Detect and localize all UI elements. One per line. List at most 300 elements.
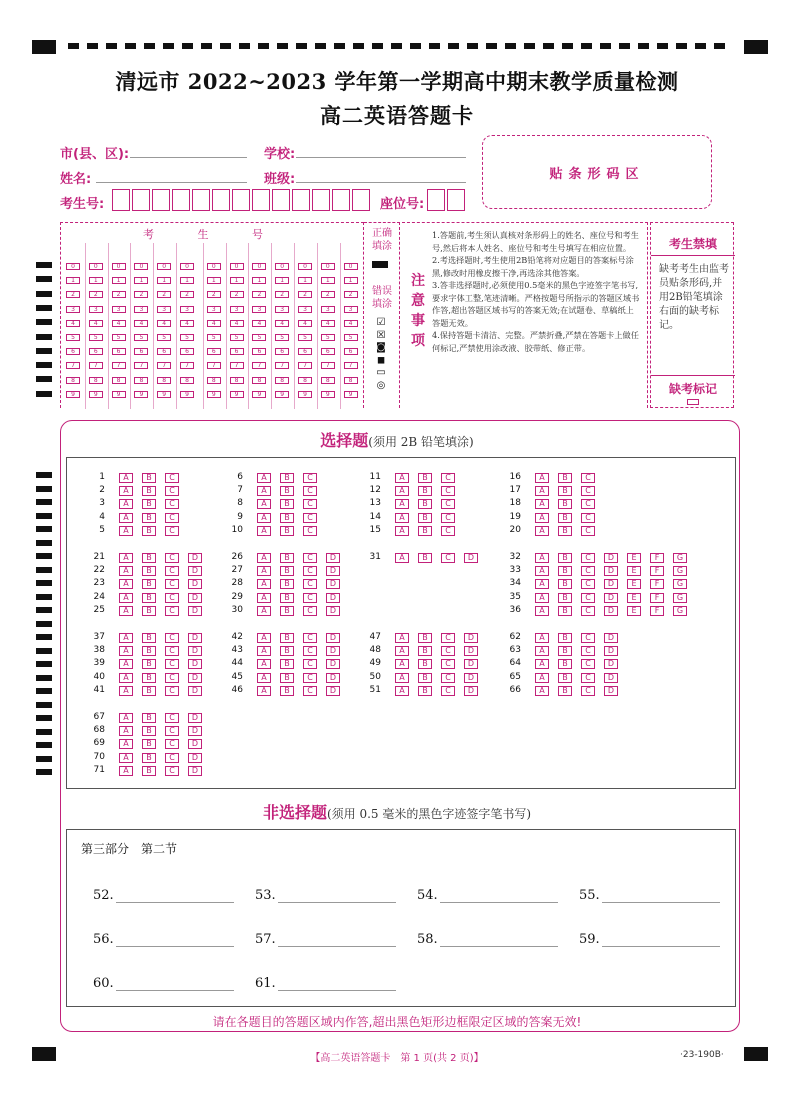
- fill-item-54[interactable]: [417, 888, 558, 903]
- answer-bubble[interactable]: A: [395, 686, 409, 696]
- answer-bubble[interactable]: C: [303, 659, 317, 669]
- class-field[interactable]: [296, 182, 466, 183]
- answer-bubble[interactable]: A: [257, 526, 271, 536]
- answer-bubble[interactable]: C: [581, 553, 595, 563]
- answer-bubble[interactable]: B: [558, 553, 572, 563]
- answer-bubble[interactable]: D: [604, 646, 618, 656]
- answer-bubble[interactable]: A: [119, 659, 133, 669]
- answer-bubble[interactable]: B: [142, 726, 156, 736]
- answer-bubble[interactable]: C: [165, 739, 179, 749]
- answer-bubble[interactable]: B: [142, 739, 156, 749]
- exam-number-bubble[interactable]: 9: [66, 391, 80, 398]
- answer-bubble[interactable]: D: [188, 633, 202, 643]
- answer-bubble[interactable]: D: [604, 659, 618, 669]
- answer-bubble[interactable]: B: [280, 486, 294, 496]
- answer-bubble[interactable]: C: [303, 499, 317, 509]
- absent-mark-bubble[interactable]: [687, 399, 699, 405]
- exam-number-bubble[interactable]: 7: [298, 362, 312, 369]
- answer-bubble[interactable]: C: [165, 713, 179, 723]
- answer-bubble[interactable]: A: [257, 579, 271, 589]
- exam-number-bubble[interactable]: 4: [66, 320, 80, 327]
- answer-bubble[interactable]: B: [558, 513, 572, 523]
- answer-bubble[interactable]: A: [535, 593, 549, 603]
- exam-number-bubble[interactable]: 7: [112, 362, 126, 369]
- exam-number-bubble[interactable]: 5: [298, 334, 312, 341]
- exam-number-bubble[interactable]: 0: [134, 263, 148, 270]
- answer-bubble[interactable]: A: [119, 486, 133, 496]
- exam-number-bubble[interactable]: 6: [230, 348, 244, 355]
- exam-number-bubble[interactable]: 7: [321, 362, 335, 369]
- answer-bubble[interactable]: F: [650, 593, 664, 603]
- exam-number-bubble[interactable]: 3: [252, 306, 266, 313]
- answer-bubble[interactable]: D: [326, 673, 340, 683]
- answer-bubble[interactable]: B: [142, 673, 156, 683]
- answer-bubble[interactable]: B: [280, 566, 294, 576]
- answer-bubble[interactable]: C: [441, 473, 455, 483]
- answer-bubble[interactable]: C: [441, 633, 455, 643]
- answer-bubble[interactable]: C: [165, 499, 179, 509]
- answer-bubble[interactable]: A: [395, 513, 409, 523]
- exam-number-bubble[interactable]: 7: [157, 362, 171, 369]
- answer-bubble[interactable]: B: [142, 766, 156, 776]
- answer-bubble[interactable]: D: [604, 673, 618, 683]
- exam-number-bubble[interactable]: 5: [321, 334, 335, 341]
- answer-bubble[interactable]: A: [257, 486, 271, 496]
- answer-bubble[interactable]: B: [142, 553, 156, 563]
- answer-bubble[interactable]: B: [280, 606, 294, 616]
- exam-number-bubble[interactable]: 2: [66, 291, 80, 298]
- answer-bubble[interactable]: A: [119, 553, 133, 563]
- answer-bubble[interactable]: C: [165, 486, 179, 496]
- answer-bubble[interactable]: A: [119, 513, 133, 523]
- answer-bubble[interactable]: A: [257, 473, 271, 483]
- answer-bubble[interactable]: B: [558, 566, 572, 576]
- exam-number-bubble[interactable]: 0: [344, 263, 358, 270]
- exam-number-bubble[interactable]: 5: [344, 334, 358, 341]
- exam-number-bubble[interactable]: 3: [134, 306, 148, 313]
- exam-number-bubble[interactable]: 0: [180, 263, 194, 270]
- exam-number-bubble[interactable]: 3: [89, 306, 103, 313]
- answer-bubble[interactable]: B: [280, 526, 294, 536]
- exam-number-bubble[interactable]: 6: [134, 348, 148, 355]
- answer-bubble[interactable]: D: [604, 633, 618, 643]
- exam-number-bubble[interactable]: 6: [207, 348, 221, 355]
- answer-bubble[interactable]: B: [418, 686, 432, 696]
- exam-number-box[interactable]: [112, 189, 130, 211]
- answer-bubble[interactable]: A: [395, 633, 409, 643]
- answer-bubble[interactable]: B: [142, 686, 156, 696]
- answer-bubble[interactable]: C: [165, 753, 179, 763]
- answer-bubble[interactable]: C: [581, 513, 595, 523]
- answer-bubble[interactable]: C: [441, 646, 455, 656]
- answer-bubble[interactable]: B: [142, 486, 156, 496]
- exam-number-bubble[interactable]: 6: [275, 348, 289, 355]
- school-field[interactable]: [296, 157, 466, 158]
- exam-number-bubble[interactable]: 9: [134, 391, 148, 398]
- answer-bubble[interactable]: B: [142, 513, 156, 523]
- exam-number-bubble[interactable]: 8: [230, 377, 244, 384]
- answer-bubble[interactable]: G: [673, 606, 687, 616]
- exam-number-bubble[interactable]: 2: [344, 291, 358, 298]
- answer-bubble[interactable]: C: [441, 499, 455, 509]
- answer-bubble[interactable]: A: [119, 766, 133, 776]
- answer-bubble[interactable]: B: [142, 659, 156, 669]
- exam-number-bubble[interactable]: 7: [344, 362, 358, 369]
- answer-bubble[interactable]: C: [441, 553, 455, 563]
- exam-number-box[interactable]: [312, 189, 330, 211]
- exam-number-bubble[interactable]: 9: [321, 391, 335, 398]
- exam-number-bubble[interactable]: 3: [180, 306, 194, 313]
- answer-bubble[interactable]: D: [188, 766, 202, 776]
- answer-bubble[interactable]: B: [558, 673, 572, 683]
- answer-bubble[interactable]: C: [441, 686, 455, 696]
- answer-bubble[interactable]: B: [280, 473, 294, 483]
- exam-number-bubble[interactable]: 8: [66, 377, 80, 384]
- answer-bubble[interactable]: C: [581, 593, 595, 603]
- exam-number-bubble[interactable]: 8: [134, 377, 148, 384]
- answer-bubble[interactable]: C: [441, 513, 455, 523]
- answer-bubble[interactable]: A: [257, 633, 271, 643]
- exam-number-box[interactable]: [232, 189, 250, 211]
- answer-bubble[interactable]: B: [280, 499, 294, 509]
- exam-number-bubble[interactable]: 8: [180, 377, 194, 384]
- answer-bubble[interactable]: A: [395, 486, 409, 496]
- exam-number-bubble[interactable]: 8: [344, 377, 358, 384]
- answer-bubble[interactable]: B: [558, 659, 572, 669]
- answer-bubble[interactable]: C: [165, 726, 179, 736]
- answer-bubble[interactable]: D: [188, 726, 202, 736]
- exam-number-bubble[interactable]: 2: [275, 291, 289, 298]
- answer-bubble[interactable]: C: [303, 513, 317, 523]
- answer-bubble[interactable]: B: [280, 659, 294, 669]
- answer-bubble[interactable]: D: [188, 753, 202, 763]
- city-field[interactable]: [130, 157, 247, 158]
- answer-bubble[interactable]: C: [165, 659, 179, 669]
- answer-bubble[interactable]: B: [558, 526, 572, 536]
- exam-number-bubble[interactable]: 1: [180, 277, 194, 284]
- answer-bubble[interactable]: B: [280, 646, 294, 656]
- answer-bubble[interactable]: F: [650, 553, 664, 563]
- exam-number-bubble[interactable]: 2: [89, 291, 103, 298]
- answer-bubble[interactable]: A: [535, 646, 549, 656]
- answer-bubble[interactable]: C: [581, 526, 595, 536]
- answer-bubble[interactable]: D: [188, 659, 202, 669]
- exam-number-bubble[interactable]: 3: [66, 306, 80, 313]
- exam-number-bubble[interactable]: 1: [321, 277, 335, 284]
- exam-number-box[interactable]: [172, 189, 190, 211]
- answer-bubble[interactable]: A: [535, 579, 549, 589]
- answer-bubble[interactable]: B: [418, 659, 432, 669]
- exam-number-bubble[interactable]: 9: [275, 391, 289, 398]
- answer-bubble[interactable]: D: [188, 579, 202, 589]
- answer-bubble[interactable]: A: [119, 686, 133, 696]
- exam-number-bubble[interactable]: 3: [298, 306, 312, 313]
- exam-number-bubble[interactable]: 5: [66, 334, 80, 341]
- answer-bubble[interactable]: B: [418, 526, 432, 536]
- answer-bubble[interactable]: D: [604, 686, 618, 696]
- fill-item-56[interactable]: [93, 932, 234, 947]
- exam-number-bubble[interactable]: 4: [321, 320, 335, 327]
- exam-number-bubble[interactable]: 3: [207, 306, 221, 313]
- answer-bubble[interactable]: B: [418, 646, 432, 656]
- answer-bubble[interactable]: A: [535, 673, 549, 683]
- exam-number-bubble[interactable]: 8: [321, 377, 335, 384]
- answer-bubble[interactable]: E: [627, 579, 641, 589]
- answer-bubble[interactable]: D: [464, 686, 478, 696]
- exam-number-bubble[interactable]: 7: [207, 362, 221, 369]
- answer-bubble[interactable]: A: [119, 673, 133, 683]
- answer-bubble[interactable]: C: [303, 473, 317, 483]
- answer-bubble[interactable]: C: [165, 646, 179, 656]
- exam-number-boxes[interactable]: [112, 189, 372, 211]
- answer-bubble[interactable]: D: [464, 553, 478, 563]
- answer-bubble[interactable]: C: [581, 566, 595, 576]
- exam-number-bubble[interactable]: 2: [180, 291, 194, 298]
- fill-item-53[interactable]: [255, 888, 396, 903]
- exam-number-bubble[interactable]: 4: [252, 320, 266, 327]
- exam-number-bubble[interactable]: 4: [112, 320, 126, 327]
- answer-bubble[interactable]: A: [119, 579, 133, 589]
- answer-bubble[interactable]: C: [441, 673, 455, 683]
- answer-bubble[interactable]: B: [418, 499, 432, 509]
- exam-number-bubble[interactable]: 9: [298, 391, 312, 398]
- fill-item-52[interactable]: [93, 888, 234, 903]
- answer-bubble[interactable]: G: [673, 579, 687, 589]
- answer-bubble[interactable]: E: [627, 566, 641, 576]
- answer-bubble[interactable]: A: [535, 499, 549, 509]
- answer-bubble[interactable]: A: [257, 499, 271, 509]
- exam-number-bubble[interactable]: 4: [230, 320, 244, 327]
- exam-number-bubble[interactable]: 0: [89, 263, 103, 270]
- answer-bubble[interactable]: C: [165, 633, 179, 643]
- answer-bubble[interactable]: C: [165, 553, 179, 563]
- answer-bubble[interactable]: A: [119, 713, 133, 723]
- exam-number-bubble[interactable]: 7: [275, 362, 289, 369]
- exam-number-bubble[interactable]: 6: [321, 348, 335, 355]
- exam-number-bubble[interactable]: 2: [252, 291, 266, 298]
- exam-number-bubble[interactable]: 6: [157, 348, 171, 355]
- exam-number-bubble[interactable]: 1: [275, 277, 289, 284]
- answer-bubble[interactable]: B: [280, 553, 294, 563]
- exam-number-bubble[interactable]: 3: [275, 306, 289, 313]
- answer-bubble[interactable]: C: [303, 526, 317, 536]
- answer-bubble[interactable]: A: [535, 486, 549, 496]
- answer-bubble[interactable]: B: [142, 526, 156, 536]
- answer-bubble[interactable]: E: [627, 593, 641, 603]
- exam-number-bubble[interactable]: 8: [112, 377, 126, 384]
- exam-number-bubble[interactable]: 0: [275, 263, 289, 270]
- answer-bubble[interactable]: A: [119, 753, 133, 763]
- exam-number-bubble[interactable]: 8: [298, 377, 312, 384]
- answer-bubble[interactable]: C: [303, 606, 317, 616]
- exam-number-bubble[interactable]: 3: [344, 306, 358, 313]
- answer-bubble[interactable]: C: [165, 566, 179, 576]
- answer-bubble[interactable]: D: [464, 633, 478, 643]
- answer-bubble[interactable]: A: [395, 646, 409, 656]
- exam-number-bubble[interactable]: 0: [157, 263, 171, 270]
- exam-number-bubble[interactable]: 3: [230, 306, 244, 313]
- answer-bubble[interactable]: D: [604, 566, 618, 576]
- answer-bubble[interactable]: B: [280, 673, 294, 683]
- exam-number-box[interactable]: [352, 189, 370, 211]
- answer-bubble[interactable]: A: [395, 553, 409, 563]
- answer-bubble[interactable]: D: [464, 646, 478, 656]
- answer-bubble[interactable]: C: [303, 553, 317, 563]
- answer-bubble[interactable]: G: [673, 566, 687, 576]
- fill-item-61[interactable]: [255, 976, 396, 991]
- exam-number-bubble[interactable]: 5: [157, 334, 171, 341]
- answer-bubble[interactable]: C: [303, 593, 317, 603]
- exam-number-bubble[interactable]: 8: [89, 377, 103, 384]
- answer-bubble[interactable]: B: [280, 686, 294, 696]
- exam-number-bubble[interactable]: 1: [252, 277, 266, 284]
- answer-bubble[interactable]: B: [558, 593, 572, 603]
- answer-bubble[interactable]: C: [581, 673, 595, 683]
- exam-number-bubble[interactable]: 1: [298, 277, 312, 284]
- fill-item-58[interactable]: [417, 932, 558, 947]
- exam-number-bubble[interactable]: 5: [112, 334, 126, 341]
- answer-bubble[interactable]: A: [119, 633, 133, 643]
- exam-number-box[interactable]: [152, 189, 170, 211]
- answer-bubble[interactable]: A: [119, 606, 133, 616]
- answer-bubble[interactable]: C: [303, 566, 317, 576]
- answer-bubble[interactable]: B: [558, 499, 572, 509]
- exam-number-box[interactable]: [332, 189, 350, 211]
- answer-bubble[interactable]: C: [165, 473, 179, 483]
- exam-number-bubble[interactable]: 6: [180, 348, 194, 355]
- answer-bubble[interactable]: C: [303, 673, 317, 683]
- answer-bubble[interactable]: C: [441, 526, 455, 536]
- exam-number-bubble[interactable]: 0: [230, 263, 244, 270]
- answer-bubble[interactable]: D: [326, 593, 340, 603]
- answer-bubble[interactable]: C: [165, 526, 179, 536]
- answer-bubble[interactable]: B: [280, 513, 294, 523]
- answer-bubble[interactable]: B: [558, 579, 572, 589]
- answer-bubble[interactable]: D: [604, 553, 618, 563]
- answer-bubble[interactable]: A: [395, 673, 409, 683]
- answer-bubble[interactable]: C: [303, 686, 317, 696]
- answer-bubble[interactable]: G: [673, 553, 687, 563]
- exam-number-bubble[interactable]: 9: [112, 391, 126, 398]
- answer-bubble[interactable]: B: [558, 646, 572, 656]
- answer-bubble[interactable]: B: [142, 579, 156, 589]
- exam-number-bubble[interactable]: 7: [252, 362, 266, 369]
- exam-number-bubble[interactable]: 5: [275, 334, 289, 341]
- answer-bubble[interactable]: D: [188, 673, 202, 683]
- answer-bubble[interactable]: B: [142, 473, 156, 483]
- answer-bubble[interactable]: C: [165, 686, 179, 696]
- exam-number-bubble[interactable]: 5: [89, 334, 103, 341]
- answer-bubble[interactable]: A: [535, 526, 549, 536]
- answer-bubble[interactable]: C: [581, 473, 595, 483]
- answer-bubble[interactable]: C: [303, 579, 317, 589]
- answer-bubble[interactable]: A: [119, 473, 133, 483]
- answer-bubble[interactable]: C: [581, 633, 595, 643]
- exam-number-bubble[interactable]: 6: [252, 348, 266, 355]
- answer-bubble[interactable]: C: [581, 606, 595, 616]
- answer-bubble[interactable]: B: [142, 646, 156, 656]
- answer-bubble[interactable]: D: [604, 593, 618, 603]
- exam-number-bubble[interactable]: 7: [66, 362, 80, 369]
- fill-item-59[interactable]: [579, 932, 720, 947]
- answer-bubble[interactable]: B: [558, 686, 572, 696]
- name-field[interactable]: [96, 182, 247, 183]
- exam-number-bubble[interactable]: 4: [89, 320, 103, 327]
- exam-number-bubble[interactable]: 2: [321, 291, 335, 298]
- answer-bubble[interactable]: B: [418, 473, 432, 483]
- exam-number-bubble[interactable]: 9: [89, 391, 103, 398]
- exam-number-bubble[interactable]: 0: [112, 263, 126, 270]
- answer-bubble[interactable]: D: [604, 606, 618, 616]
- answer-bubble[interactable]: D: [326, 579, 340, 589]
- exam-number-bubble[interactable]: 7: [134, 362, 148, 369]
- exam-number-bubble[interactable]: 6: [298, 348, 312, 355]
- exam-number-bubble[interactable]: 2: [230, 291, 244, 298]
- answer-bubble[interactable]: D: [464, 659, 478, 669]
- answer-bubble[interactable]: D: [188, 566, 202, 576]
- answer-bubble[interactable]: B: [142, 606, 156, 616]
- exam-number-bubble[interactable]: 0: [207, 263, 221, 270]
- answer-bubble[interactable]: B: [280, 593, 294, 603]
- answer-bubble[interactable]: D: [188, 646, 202, 656]
- answer-bubble[interactable]: D: [326, 659, 340, 669]
- answer-bubble[interactable]: A: [535, 566, 549, 576]
- answer-bubble[interactable]: D: [326, 646, 340, 656]
- exam-number-box[interactable]: [292, 189, 310, 211]
- exam-number-bubble[interactable]: 8: [157, 377, 171, 384]
- answer-bubble[interactable]: F: [650, 566, 664, 576]
- answer-bubble[interactable]: A: [119, 566, 133, 576]
- answer-bubble[interactable]: B: [280, 633, 294, 643]
- answer-bubble[interactable]: D: [326, 553, 340, 563]
- answer-bubble[interactable]: D: [188, 593, 202, 603]
- answer-bubble[interactable]: A: [119, 726, 133, 736]
- answer-bubble[interactable]: C: [441, 659, 455, 669]
- exam-number-bubble[interactable]: 4: [275, 320, 289, 327]
- exam-number-bubble[interactable]: 6: [89, 348, 103, 355]
- exam-number-bubble[interactable]: 1: [89, 277, 103, 284]
- answer-bubble[interactable]: A: [257, 659, 271, 669]
- exam-number-bubble[interactable]: 1: [66, 277, 80, 284]
- answer-bubble[interactable]: A: [395, 526, 409, 536]
- answer-bubble[interactable]: B: [142, 713, 156, 723]
- exam-number-bubble[interactable]: 4: [157, 320, 171, 327]
- answer-bubble[interactable]: A: [257, 593, 271, 603]
- answer-bubble[interactable]: C: [581, 499, 595, 509]
- answer-bubble[interactable]: D: [188, 739, 202, 749]
- answer-bubble[interactable]: B: [418, 553, 432, 563]
- exam-number-bubble[interactable]: 7: [180, 362, 194, 369]
- exam-number-bubble[interactable]: 9: [230, 391, 244, 398]
- answer-bubble[interactable]: E: [627, 553, 641, 563]
- answer-bubble[interactable]: A: [535, 513, 549, 523]
- exam-number-bubble[interactable]: 4: [298, 320, 312, 327]
- exam-number-bubble[interactable]: 5: [230, 334, 244, 341]
- exam-number-bubble[interactable]: 4: [180, 320, 194, 327]
- exam-number-bubble[interactable]: 0: [66, 263, 80, 270]
- exam-number-bubble[interactable]: 3: [157, 306, 171, 313]
- answer-bubble[interactable]: E: [627, 606, 641, 616]
- exam-number-box[interactable]: [132, 189, 150, 211]
- answer-bubble[interactable]: B: [418, 513, 432, 523]
- fill-item-55[interactable]: [579, 888, 720, 903]
- exam-number-bubble[interactable]: 9: [180, 391, 194, 398]
- answer-bubble[interactable]: D: [464, 673, 478, 683]
- answer-bubble[interactable]: B: [418, 633, 432, 643]
- exam-number-bubble[interactable]: 8: [207, 377, 221, 384]
- exam-number-box[interactable]: [212, 189, 230, 211]
- answer-bubble[interactable]: A: [119, 646, 133, 656]
